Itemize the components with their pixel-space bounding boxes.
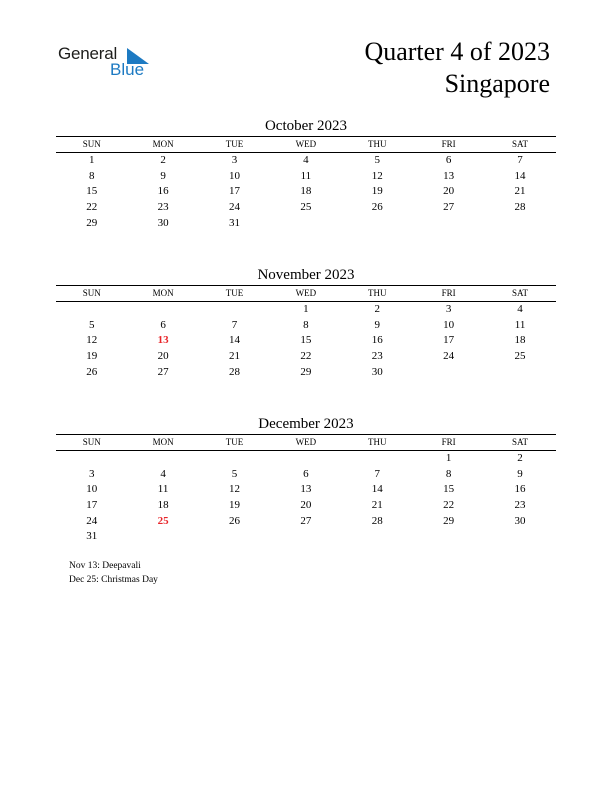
empty-day-cell [127,451,198,467]
month-title: October 2023 [264,118,348,134]
weekday-label: FRI [441,139,456,149]
day-cell: 8 [303,318,309,331]
day-cell: 17 [228,185,240,198]
day-grid [56,153,556,231]
day-cell: 19 [371,185,383,198]
day-cell: 1 [445,452,452,464]
weekday-label: TUE [225,139,244,149]
holiday-day-cell: 13 [157,334,169,347]
title-quarter: Quarter 4 of 2023 [364,37,550,66]
day-cell: 25 [300,201,312,214]
day-cell: 26 [86,365,98,378]
day-cell: 22 [443,499,455,512]
day-cell: 19 [86,350,98,363]
day-cell: 15 [300,334,312,347]
day-cell: 27 [157,365,169,378]
day-cell: 19 [228,499,240,512]
month-november [56,265,556,380]
weekday-header [56,435,556,450]
day-cell: 11 [514,318,526,331]
day-cell: 20 [300,499,312,512]
logo-word-blue: Blue [110,60,145,79]
day-cell: 11 [157,483,169,496]
logo-word-general: General [58,44,118,63]
weekday-label: MON [152,288,174,298]
day-cell: 5 [88,318,95,331]
day-cell: 16 [157,185,169,198]
day-cell: 16 [514,483,526,496]
day-cell: 4 [303,154,309,166]
empty-day-cell [127,302,198,318]
day-cell: 26 [228,514,240,527]
day-cell: 7 [374,467,380,480]
day-cell: 4 [517,303,523,315]
day-cell: 13 [300,483,312,496]
day-cell: 22 [300,350,312,363]
day-cell: 27 [300,514,312,527]
day-cell: 5 [231,467,238,480]
day-cell: 23 [157,201,169,214]
weekday-label: SAT [512,437,529,447]
day-cell: 10 [86,483,98,496]
day-cell: 29 [86,216,98,229]
day-cell: 24 [228,201,240,214]
empty-day-cell [342,451,413,467]
day-cell: 29 [443,514,455,527]
day-cell: 18 [157,499,169,512]
day-cell: 24 [86,514,98,527]
day-cell: 1 [88,154,95,166]
day-cell: 30 [371,365,383,378]
day-cell: 14 [371,483,383,496]
month-october [56,116,556,231]
day-cell: 12 [371,169,383,182]
day-cell: 18 [514,334,526,347]
day-cell: 29 [300,365,312,378]
day-cell: 10 [443,318,455,331]
day-cell: 6 [160,318,166,331]
weekday-label: SAT [512,139,529,149]
day-cell: 7 [517,154,523,166]
empty-day-cell [199,302,270,318]
weekday-label: THU [368,139,387,149]
weekday-label: WED [295,139,317,149]
day-cell: 26 [371,201,383,214]
day-cell: 30 [514,514,526,527]
day-cell: 21 [371,499,383,512]
day-cell: 13 [443,169,455,182]
holiday-day-cell: 25 [157,514,169,527]
day-cell: 2 [160,154,166,166]
day-cell: 28 [514,201,526,214]
holiday-notes [69,559,158,587]
weekday-label: SUN [82,437,101,447]
day-cell: 7 [231,318,238,331]
page-title [364,36,550,100]
day-cell: 18 [300,185,312,198]
day-cell: 15 [443,483,455,496]
day-cell: 15 [86,185,98,198]
day-cell: 5 [374,154,380,166]
day-cell: 20 [443,185,455,198]
day-cell: 30 [157,216,169,229]
day-cell: 3 [88,467,95,480]
weekday-header [56,286,556,301]
day-cell: 14 [228,334,240,347]
day-cell: 6 [445,154,452,166]
day-cell: 17 [86,499,98,512]
month-december [56,414,556,545]
day-cell: 2 [517,452,523,464]
weekday-label: WED [295,437,317,447]
weekday-label: FRI [441,288,456,298]
day-grid [56,302,556,380]
day-cell: 4 [160,467,166,480]
empty-day-cell [56,451,127,467]
day-cell: 23 [371,350,383,363]
day-cell: 3 [445,303,452,315]
empty-day-cell [270,451,341,467]
month-title: December 2023 [258,416,354,432]
day-cell: 11 [300,169,312,182]
day-cell: 20 [157,350,169,363]
day-cell: 8 [88,169,95,182]
weekday-label: TUE [225,288,244,298]
day-cell: 27 [443,201,455,214]
weekday-label: SUN [82,139,101,149]
day-cell: 14 [514,169,526,182]
day-cell: 17 [443,334,455,347]
holiday-note: Nov 13: Deepavali [69,561,141,571]
day-cell: 21 [228,350,240,363]
day-cell: 31 [228,216,240,229]
empty-day-cell [199,451,270,467]
day-cell: 6 [303,467,309,480]
weekday-label: THU [368,288,387,298]
day-cell: 24 [443,350,455,363]
weekday-label: MON [152,437,174,447]
day-grid [56,451,556,545]
day-cell: 10 [228,169,240,182]
title-country: Singapore [444,69,550,98]
day-cell: 28 [371,514,383,527]
holiday-note: Dec 25: Christmas Day [69,575,158,585]
day-cell: 9 [160,169,166,182]
month-title: November 2023 [257,267,355,283]
day-cell: 9 [374,318,380,331]
weekday-label: FRI [441,437,456,447]
day-cell: 3 [231,154,238,166]
day-cell: 23 [514,499,526,512]
day-cell: 1 [303,303,309,315]
weekday-label: SAT [512,288,529,298]
day-cell: 16 [371,334,383,347]
day-cell: 22 [86,201,98,214]
day-cell: 21 [514,185,526,198]
empty-day-cell [56,302,127,318]
generalblue-logo [58,44,158,84]
day-cell: 28 [228,365,240,378]
weekday-label: MON [152,139,174,149]
day-cell: 9 [517,467,523,480]
day-cell: 25 [514,350,526,363]
weekday-label: WED [295,288,317,298]
weekday-header [56,137,556,152]
day-cell: 12 [228,483,240,496]
day-cell: 31 [86,530,98,543]
day-cell: 12 [86,334,98,347]
day-cell: 8 [445,467,452,480]
weekday-label: THU [368,437,387,447]
weekday-label: SUN [82,288,101,298]
weekday-label: TUE [225,437,244,447]
day-cell: 2 [374,303,380,315]
